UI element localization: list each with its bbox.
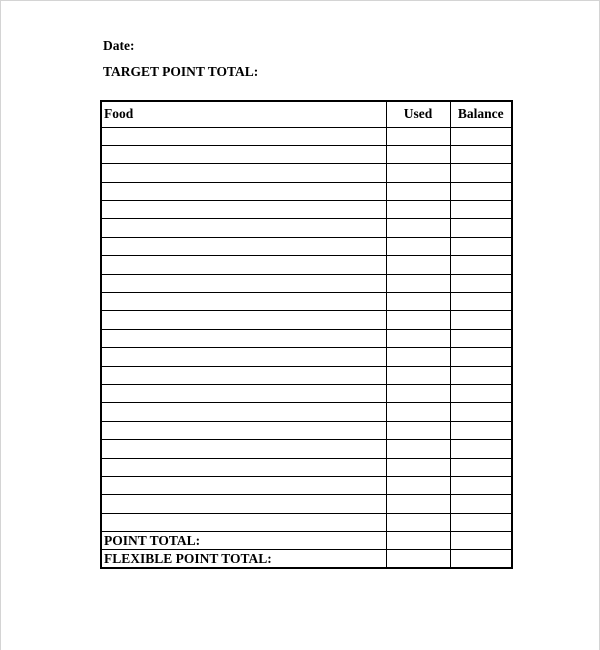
table-row xyxy=(101,476,512,494)
used-cell[interactable] xyxy=(386,237,450,255)
food-cell[interactable] xyxy=(101,127,386,145)
table-row xyxy=(101,329,512,347)
column-header-balance: Balance xyxy=(450,101,512,127)
flexible-point-total-used-cell[interactable] xyxy=(386,550,450,568)
used-cell[interactable] xyxy=(386,274,450,292)
table-row xyxy=(101,274,512,292)
balance-cell[interactable] xyxy=(450,348,512,366)
point-total-row xyxy=(101,532,512,550)
balance-cell[interactable] xyxy=(450,237,512,255)
balance-cell[interactable] xyxy=(450,145,512,163)
flexible-point-total-label: FLEXIBLE POINT TOTAL: xyxy=(101,550,386,568)
table-row xyxy=(101,237,512,255)
table-row xyxy=(101,495,512,513)
food-cell[interactable] xyxy=(101,237,386,255)
table-header-row xyxy=(101,101,512,127)
food-cell[interactable] xyxy=(101,311,386,329)
table-row xyxy=(101,348,512,366)
used-cell[interactable] xyxy=(386,403,450,421)
table-row xyxy=(101,384,512,402)
balance-cell[interactable] xyxy=(450,201,512,219)
flexible-point-total-row xyxy=(101,550,512,568)
food-cell[interactable] xyxy=(101,495,386,513)
balance-cell[interactable] xyxy=(450,164,512,182)
food-cell[interactable] xyxy=(101,164,386,182)
food-cell[interactable] xyxy=(101,293,386,311)
date-label: Date: xyxy=(103,38,135,53)
used-cell[interactable] xyxy=(386,182,450,200)
food-cell[interactable] xyxy=(101,513,386,531)
used-cell[interactable] xyxy=(386,256,450,274)
table-row xyxy=(101,421,512,439)
balance-cell[interactable] xyxy=(450,421,512,439)
table-row xyxy=(101,145,512,163)
used-cell[interactable] xyxy=(386,421,450,439)
balance-cell[interactable] xyxy=(450,127,512,145)
used-cell[interactable] xyxy=(386,311,450,329)
table-row xyxy=(101,513,512,531)
food-cell[interactable] xyxy=(101,145,386,163)
balance-cell[interactable] xyxy=(450,182,512,200)
used-cell[interactable] xyxy=(386,384,450,402)
used-cell[interactable] xyxy=(386,201,450,219)
used-cell[interactable] xyxy=(386,458,450,476)
balance-cell[interactable] xyxy=(450,476,512,494)
flexible-point-total-balance-cell[interactable] xyxy=(450,550,512,568)
table-row xyxy=(101,458,512,476)
food-cell[interactable] xyxy=(101,421,386,439)
balance-cell[interactable] xyxy=(450,513,512,531)
food-cell[interactable] xyxy=(101,366,386,384)
food-cell[interactable] xyxy=(101,348,386,366)
used-cell[interactable] xyxy=(386,329,450,347)
balance-cell[interactable] xyxy=(450,256,512,274)
food-cell[interactable] xyxy=(101,476,386,494)
balance-cell[interactable] xyxy=(450,274,512,292)
food-cell[interactable] xyxy=(101,329,386,347)
used-cell[interactable] xyxy=(386,476,450,494)
used-cell[interactable] xyxy=(386,219,450,237)
food-cell[interactable] xyxy=(101,219,386,237)
balance-cell[interactable] xyxy=(450,403,512,421)
used-cell[interactable] xyxy=(386,145,450,163)
balance-cell[interactable] xyxy=(450,293,512,311)
food-cell[interactable] xyxy=(101,440,386,458)
used-cell[interactable] xyxy=(386,513,450,531)
table-row xyxy=(101,164,512,182)
table-row xyxy=(101,311,512,329)
used-cell[interactable] xyxy=(386,366,450,384)
balance-cell[interactable] xyxy=(450,366,512,384)
table-row xyxy=(101,256,512,274)
food-cell[interactable] xyxy=(101,274,386,292)
used-cell[interactable] xyxy=(386,293,450,311)
balance-cell[interactable] xyxy=(450,329,512,347)
table-row xyxy=(101,293,512,311)
balance-cell[interactable] xyxy=(450,384,512,402)
point-total-used-cell[interactable] xyxy=(386,532,450,550)
food-cell[interactable] xyxy=(101,201,386,219)
balance-cell[interactable] xyxy=(450,219,512,237)
used-cell[interactable] xyxy=(386,348,450,366)
food-points-table xyxy=(100,100,513,569)
used-cell[interactable] xyxy=(386,495,450,513)
used-cell[interactable] xyxy=(386,440,450,458)
balance-cell[interactable] xyxy=(450,311,512,329)
food-cell[interactable] xyxy=(101,256,386,274)
food-cell[interactable] xyxy=(101,384,386,402)
balance-cell[interactable] xyxy=(450,495,512,513)
point-total-balance-cell[interactable] xyxy=(450,532,512,550)
table-row xyxy=(101,440,512,458)
used-cell[interactable] xyxy=(386,164,450,182)
point-total-label: POINT TOTAL: xyxy=(101,532,386,550)
food-cell[interactable] xyxy=(101,182,386,200)
balance-cell[interactable] xyxy=(450,440,512,458)
table-row xyxy=(101,182,512,200)
used-cell[interactable] xyxy=(386,127,450,145)
column-header-food: Food xyxy=(101,101,386,127)
column-header-used: Used xyxy=(386,101,450,127)
target-point-total-label: TARGET POINT TOTAL: xyxy=(103,64,259,79)
food-cell[interactable] xyxy=(101,458,386,476)
table-row xyxy=(101,403,512,421)
table-row xyxy=(101,366,512,384)
food-cell[interactable] xyxy=(101,403,386,421)
table-row xyxy=(101,219,512,237)
table-row xyxy=(101,201,512,219)
balance-cell[interactable] xyxy=(450,458,512,476)
table-body xyxy=(101,127,512,532)
table-row xyxy=(101,127,512,145)
